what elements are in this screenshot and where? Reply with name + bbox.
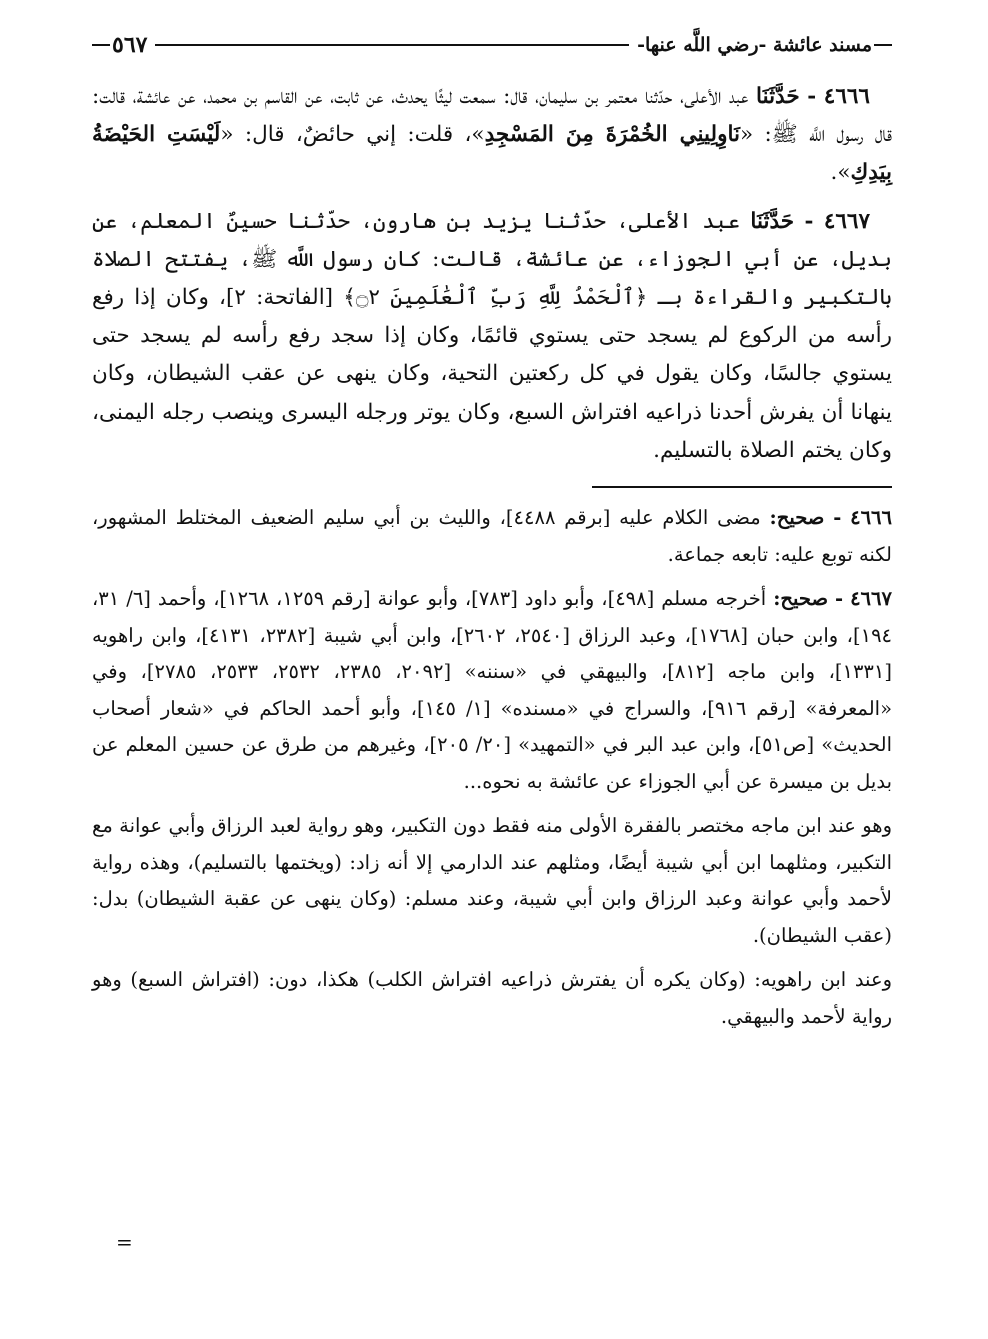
footnote-dash: - xyxy=(835,587,844,611)
footnote-4667 xyxy=(92,581,892,800)
hadith-4666 xyxy=(92,78,892,193)
hadith-number: ٤٦٦٧ xyxy=(823,208,871,234)
hadith-isnad: عبد الأعلى، حدّثنا يزيد بن هارون، حدّثنا حسينٌ المعلم، عن بديل، عن أبي الجوزاء، عن عائشة، قالت: كان رسول اللَّه ﷺ، يفتتح الصلاة بالتكبير والقراءة بـ ﴿ xyxy=(92,208,892,311)
hadith-dash: - xyxy=(804,208,814,234)
hadith-number: ٤٦٦٦ xyxy=(823,84,870,109)
footnote-paragraph: وعند ابن راهويه: (وكان يكره أن يفترش ذراعيه افتراش الكلب) هكذا، دون: (افتراش السبع) وهو رواية لأحمد والبيهقي. xyxy=(92,968,892,1028)
header-rule xyxy=(155,44,629,46)
footnotes xyxy=(92,500,892,1035)
hadith-text: »، قلت: إني حائضٌ، قال: « xyxy=(220,122,485,148)
footnote-4666 xyxy=(92,500,892,573)
footnote-paragraph: وهو عند ابن ماجه مختصر بالفقرة الأولى منه فقط دون التكبير، وهو رواية لعبد الرزاق وأبي عوانة مع التكبير، ومثلهما ابن أبي شيبة أيضًا، ومثلهم عند الدارمي إلا أنه زاد: (ويختمها بالتسليم)، وهذه رواية لأحمد وأبي عوانة وعبد الرزاق وابن أبي شيبة، وعند مسلم: (وكان ينهى عن عقبة الشيطان) بدل: (عقب الشيطان). xyxy=(92,814,892,947)
running-header xyxy=(92,26,892,64)
footnote-grade: صحيح: xyxy=(773,587,829,611)
page-number: ٥٦٧ xyxy=(112,32,148,58)
hadith-isnad: عبد الأعلى، حدّثنا معتمر بن سليمان، قال: سمعت ليثًا يحدث، عن ثابت، عن القاسم بن محمد، عن عائشة، قالت: قال رسول اللَّه ﷺ: « xyxy=(92,84,892,148)
quran-verse: ٱلْحَمْدُ لِلَّهِ رَبِّ ٱلْعَٰلَمِينَ ۝٢ xyxy=(355,285,635,311)
hadith-text: ». xyxy=(830,160,851,186)
hadith-opener: حَدَّثَنَا xyxy=(756,84,800,109)
header-dash-left xyxy=(92,44,110,46)
footnote-separator xyxy=(592,486,892,488)
hadith-matn: لَيْسَتِ الحَيْضَةُ بِيَدِكِ xyxy=(92,122,892,186)
footnote-number: ٤٦٦٧ xyxy=(850,587,892,611)
book-page xyxy=(92,26,892,1316)
footnote-grade: صحيح: xyxy=(769,506,825,530)
hadith-4667 xyxy=(92,203,892,470)
main-text xyxy=(92,78,892,470)
running-title: مسند عائشة -رضي اللَّه عنها- xyxy=(637,34,872,56)
hadith-opener: حَدَّثَنَا xyxy=(750,208,795,234)
footnote-number: ٤٦٦٦ xyxy=(850,506,893,530)
hadith-text: ﴾ [الفاتحة: ٢]، وكان إذا رفع رأسه من الركوع لم يسجد حتى يستوي قائمًا، وكان إذا سجد رفع رأسه لم يسجد حتى يستوي جالسًا، وكان يقول في كل ركعتين التحية، وكان ينهى عن عقب الشيطان، وكان ينهانا أن يفرش أحدنا ذراعيه افتراش السبع، وكان يوتر ورجله اليسرى وينصب رجله اليمنى، وكان يختم الصلاة بالتسليم. xyxy=(92,285,892,463)
footnote-text: مضى الكلام عليه [برقم ٤٤٨٨]، والليث بن أبي سليم الضعيف المختلط المشهور، لكنه توبع عليه: تابعه جماعة. xyxy=(92,506,892,566)
header-dash-right xyxy=(874,44,892,46)
hadith-matn: نَاوِلِينِي الخُمْرَةَ مِنَ المَسْجِدِ xyxy=(484,122,740,148)
footnote-text: أخرجه مسلم [٤٩٨]، وأبو داود [٧٨٣]، وأبو عوانة [رقم ١٢٥٩، ١٢٦٨]، وأحمد [٦/ ٣١، ١٩٤]، وابن حبان [١٧٦٨]، وعبد الرزاق [٢٥٤٠، ٢٦٠٢]، وابن أبي شيبة [٢٣٨٢، ٤١٣١]، وابن راهويه [١٣٣١]، وابن ماجه [٨١٢]، والبيهقي في «سننه» [٢٠٩٢، ٢٣٨٥، ٢٥٣٢، ٢٥٣٣، ٢٧٨٥]، وفي «المعرفة» [رقم ٩١٦]، والسراج في «مسنده» [١/ ١٤٥]، وأبو أحمد الحاكم في «شعار أصحاب الحديث» [ص٥١]، وابن عبد البر في «التمهيد» [٢٠/ ٢٠٥]، وغيرهم من طرق عن حسين المعلم عن بديل بن ميسرة عن أبي الجوزاء عن عائشة به نحوه... xyxy=(92,587,893,793)
footnote-dash: - xyxy=(833,506,842,530)
continuation-mark: = xyxy=(116,1230,133,1254)
hadith-dash: - xyxy=(807,84,817,109)
